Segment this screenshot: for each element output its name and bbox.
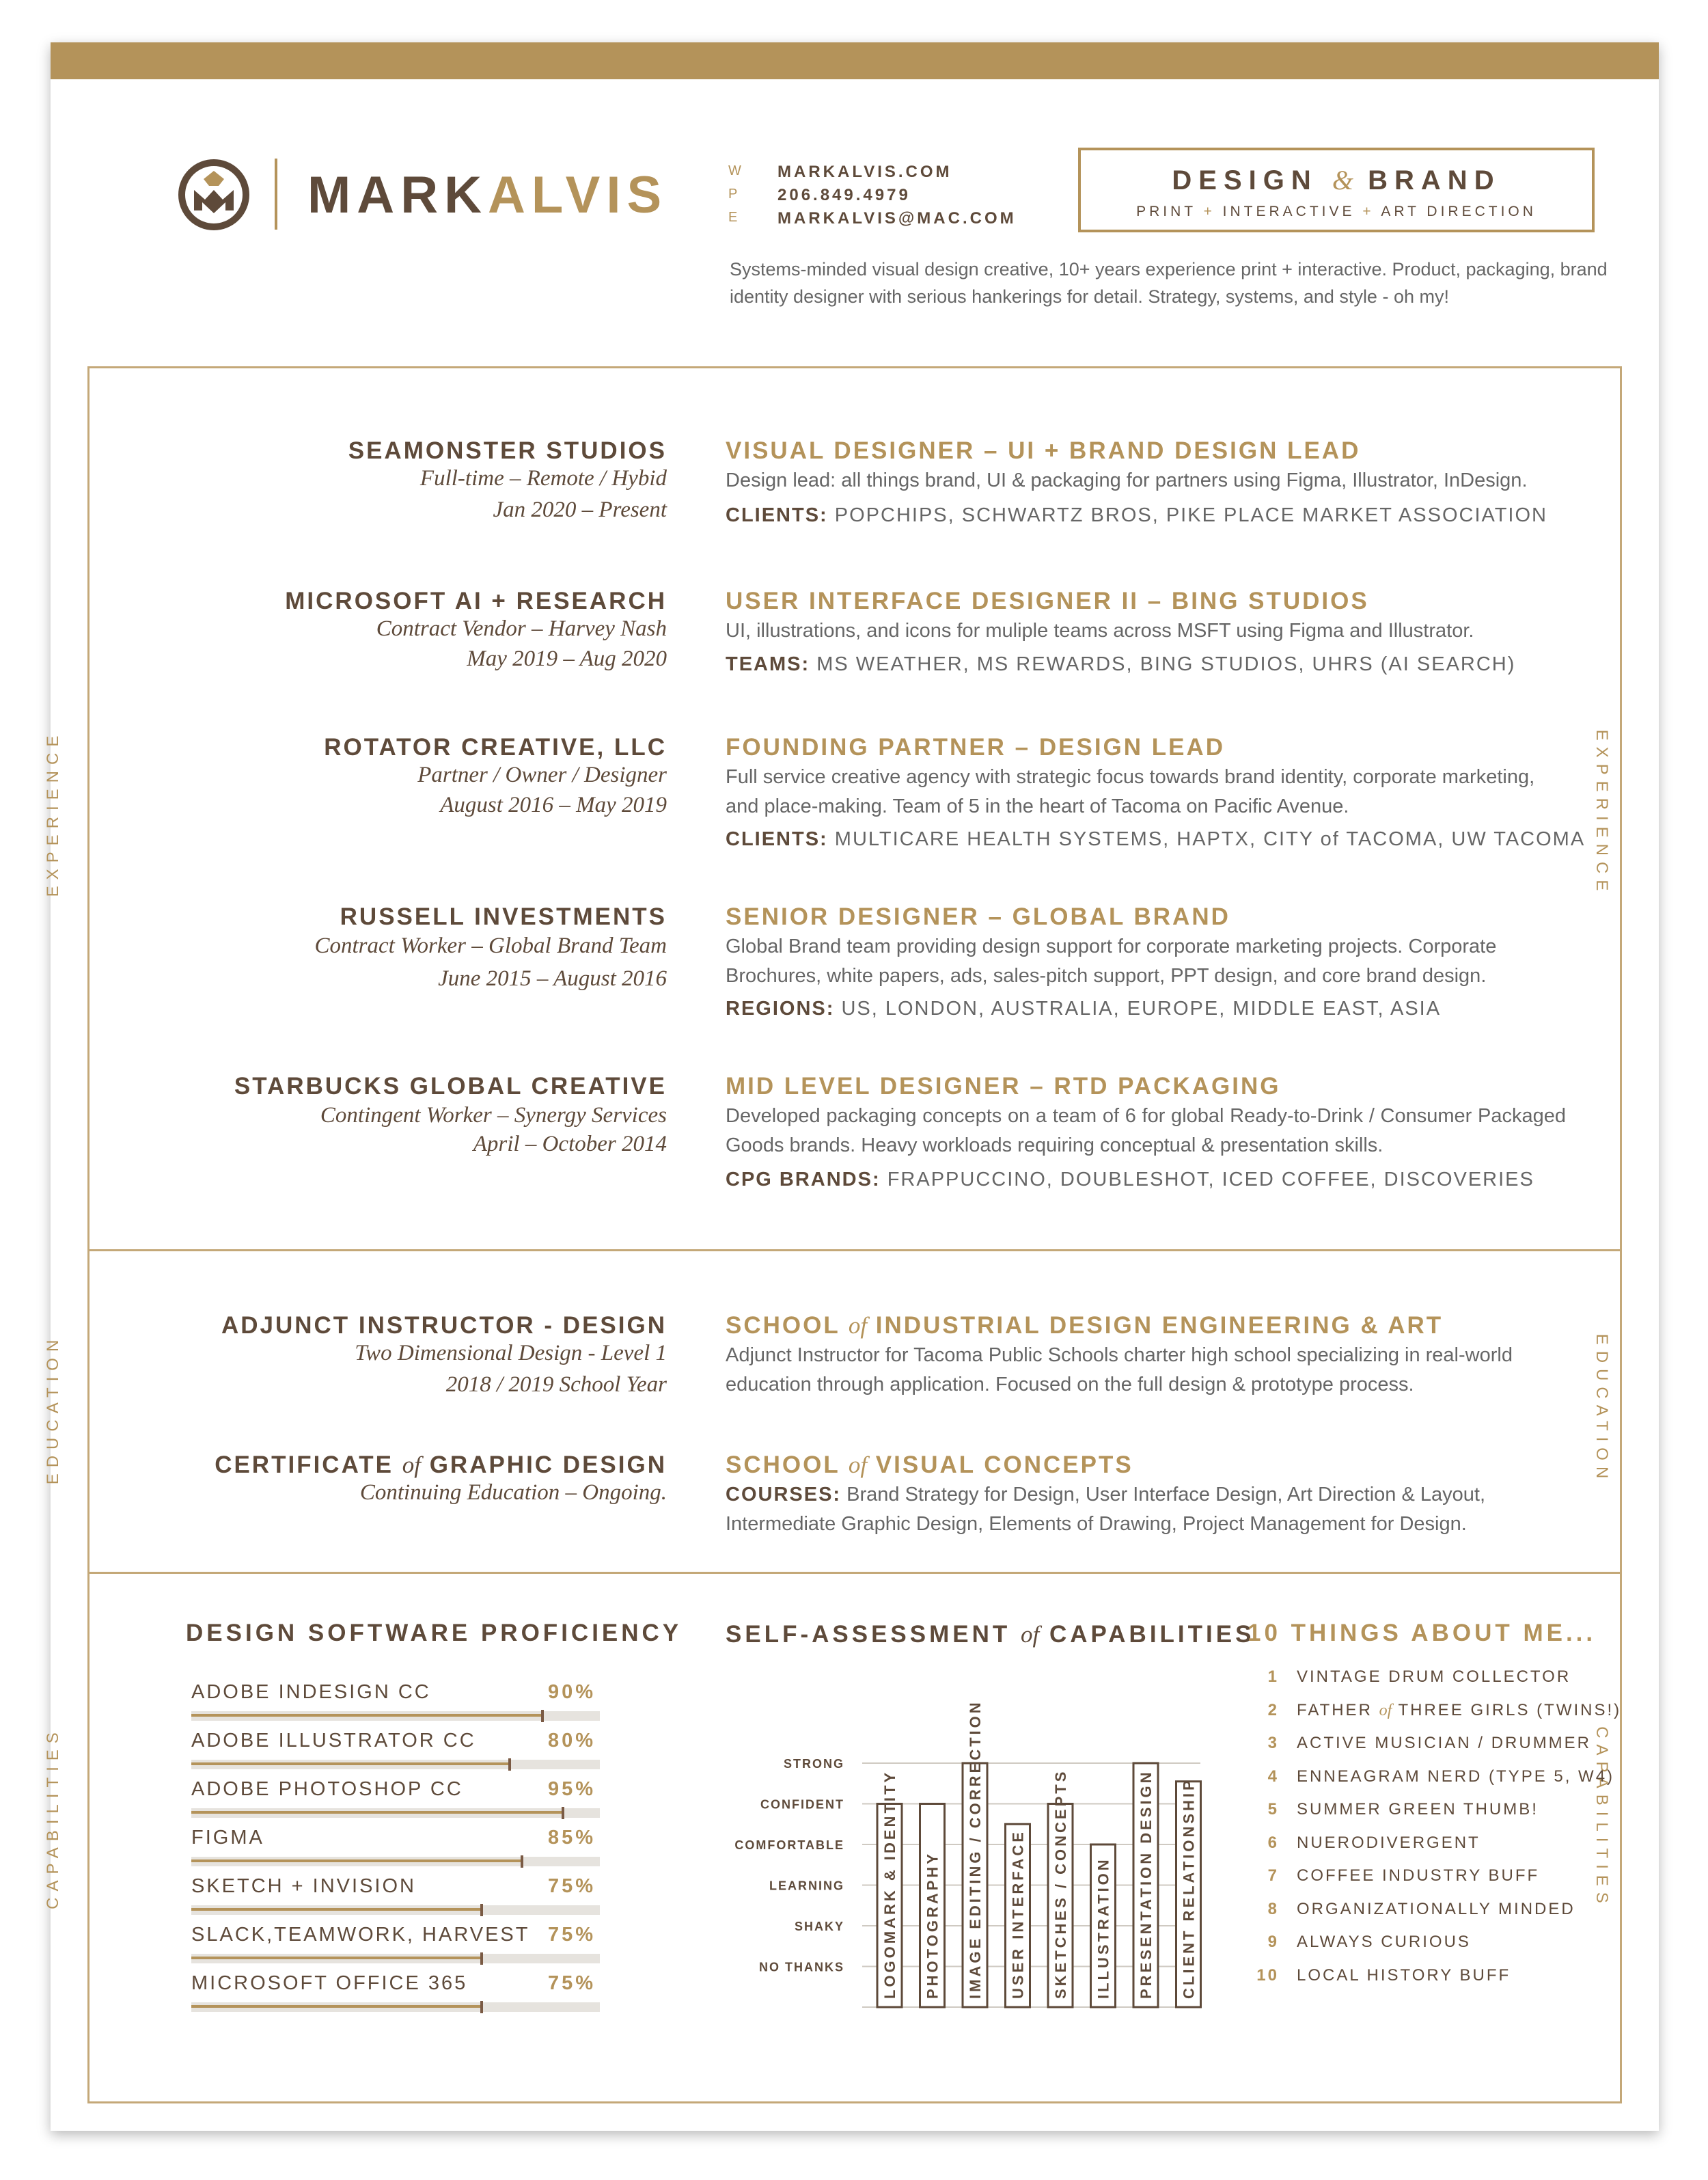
skill-bar-fill (191, 1957, 482, 1959)
brand-title-b: BRAND (1368, 165, 1501, 195)
skill-name: SKETCH + INVISION (191, 1875, 416, 1897)
skill-name: MICROSOFT OFFICE 365 (191, 1972, 468, 1994)
skill-name: SLACK,TEAMWORK, HARVEST (191, 1924, 530, 1946)
thing-number: 10 (1256, 1965, 1279, 1985)
tag-value: MULTICARE HEALTH SYSTEMS, HAPTX, CITY of TACOMA, UW TACOMA (834, 828, 1586, 850)
side-label-education-right: EDUCATION (1593, 1333, 1611, 1485)
education-title (215, 1452, 667, 1479)
thing-text: NUERODIVERGENT (1297, 1833, 1480, 1852)
skill-row (191, 1778, 600, 1819)
thing-text: COFFEE INDUSTRY BUFF (1297, 1866, 1540, 1885)
employment-type: Full-time – Remote / Hybid (419, 466, 667, 491)
thing-number: 4 (1267, 1767, 1279, 1786)
brand-subtitle (1081, 204, 1592, 220)
design-brand-box (1078, 148, 1595, 232)
thing-text: ORGANIZATIONALLY MINDED (1297, 1899, 1575, 1918)
chart-level-label: NO THANKS (759, 1960, 844, 1974)
skill-bar-marker (562, 1807, 564, 1819)
contact-key: W (728, 163, 744, 178)
skill-percent: 85% (547, 1827, 596, 1849)
contact-value[interactable]: 206.849.4979 (777, 186, 911, 204)
school-of: of (848, 1452, 868, 1478)
skill-bar-marker (480, 1952, 483, 1965)
contact-value[interactable]: MARKALVIS.COM (777, 163, 952, 181)
skill-bar-fill (191, 1811, 563, 1814)
education-dates: 2018 / 2019 School Year (445, 1372, 667, 1397)
contact-key: E (728, 210, 741, 225)
skill-bar-marker (480, 2001, 483, 2013)
skill-bar-fill (191, 1859, 522, 1862)
chart-level-label: STRONG (783, 1757, 844, 1771)
skill-bar-marker (521, 1855, 523, 1868)
side-label-experience-right: EXPERIENCE (1593, 729, 1611, 897)
employment-dates: June 2015 – August 2016 (438, 966, 667, 991)
skill-percent: 75% (547, 1875, 596, 1897)
skill-bar-track (191, 1760, 600, 1769)
thing-number: 1 (1267, 1667, 1279, 1686)
school-of: of (848, 1312, 868, 1339)
role-title: MID LEVEL DESIGNER – RTD PACKAGING (726, 1073, 1281, 1100)
employment-type: Contingent Worker – Synergy Services (320, 1103, 667, 1128)
company-name: ROTATOR CREATIVE, LLC (324, 734, 667, 761)
employment-dates: August 2016 – May 2019 (440, 793, 667, 817)
skill-bar-track (191, 1954, 600, 1963)
side-label-capabilities-left: CAPABILITIES (44, 1726, 62, 1909)
proficiency-title: DESIGN SOFTWARE PROFICIENCY (186, 1620, 683, 1646)
school-name (726, 1452, 1133, 1479)
school-name-a: SCHOOL (726, 1312, 840, 1339)
courses-list: Brand Strategy for Design, User Interface Design, Art Direction & Layout, Intermediate Graphic Design, Elements of Drawing, Project Management for Design. (726, 1484, 1486, 1535)
thing-number: 2 (1267, 1700, 1279, 1719)
company-name: SEAMONSTER STUDIOS (348, 437, 667, 464)
self-assessment-chart (698, 1696, 1204, 2024)
summary-text: Systems-minded visual design creative, 10+ years experience print + interactive. Product, packaging, brand identity designer with serious hankerings for detail. Strategy, systems, and style - oh my! (730, 259, 1608, 307)
chart-level-label: COMFORTABLE (734, 1838, 844, 1852)
education-title-a: CERTIFICATE (215, 1452, 394, 1478)
chart-title-b: CAPABILITIES (1049, 1621, 1255, 1648)
chart-category-label: USER INTERFACE (1009, 1829, 1027, 1999)
chart-level-label: SHAKY (794, 1920, 844, 1933)
thing-text: ACTIVE MUSICIAN / DRUMMER (1297, 1734, 1592, 1752)
skill-name: ADOBE INDESIGN CC (191, 1681, 431, 1703)
role-clients (726, 828, 1585, 851)
resume-page (44, 42, 1659, 2131)
tag-value: FRAPPUCCINO, DOUBLESHOT, ICED COFFEE, DISCOVERIES (887, 1169, 1534, 1190)
skill-name: ADOBE PHOTOSHOP CC (191, 1778, 463, 1800)
tag-value: US, LONDON, AUSTRALIA, EUROPE, MIDDLE EAST, ASIA (841, 998, 1442, 1020)
role-description: Global Brand team providing design support for corporate marketing projects. Corporate Brochures, white papers, ads, sales-pitch support, PPT design, and core brand design. (726, 936, 1497, 987)
logo-last-name: ALVIS (487, 166, 668, 224)
contact-value[interactable]: MARKALVIS@MAC.COM (777, 209, 1017, 228)
thing-number: 5 (1267, 1800, 1279, 1818)
skill-bar-track (191, 2002, 600, 2012)
chart-category-label: LOGOMARK & IDENTITY (881, 1769, 898, 1999)
contact-key: P (728, 187, 741, 202)
company-name: RUSSELL INVESTMENTS (340, 903, 667, 930)
chart-level-label: CONFIDENT (760, 1797, 844, 1812)
school-name (726, 1312, 1443, 1339)
skill-bar-marker (508, 1758, 511, 1771)
school-name-b: VISUAL CONCEPTS (875, 1452, 1133, 1478)
section-divider (87, 1572, 1622, 1574)
side-label-education-left: EDUCATION (44, 1333, 62, 1485)
company-name: STARBUCKS GLOBAL CREATIVE (234, 1073, 667, 1100)
plus-icon: + (1362, 204, 1375, 219)
logo-wordmark (307, 166, 668, 224)
things-title: 10 THINGS ABOUT ME... (1248, 1620, 1597, 1646)
skill-row (191, 1875, 600, 1916)
employment-dates: May 2019 – Aug 2020 (467, 646, 667, 671)
chart-category-label: SKETCHES / CONCEPTS (1052, 1769, 1069, 1999)
employment-type: Contract Vendor – Harvey Nash (376, 616, 667, 641)
role-description: Full service creative agency with strategic focus towards brand identity, corporate marketing, and place-making. Team of 5 in the heart of Tacoma on Pacific Avenue. (726, 766, 1535, 817)
role-title: VISUAL DESIGNER – UI + BRAND DESIGN LEAD (726, 437, 1361, 464)
tag-label: CPG BRANDS: (726, 1169, 881, 1190)
role-title: SENIOR DESIGNER – GLOBAL BRAND (726, 903, 1230, 930)
thing-text: VINTAGE DRUM COLLECTOR (1297, 1667, 1571, 1686)
thing-text: LOCAL HISTORY BUFF (1297, 1965, 1511, 1985)
brand-sub-print: PRINT (1136, 204, 1196, 219)
skill-bar-fill (191, 2005, 482, 2008)
chart-title (726, 1621, 1254, 1648)
chart-category-label: ILLUSTRATION (1094, 1857, 1112, 1999)
skill-row (191, 1924, 600, 1965)
education-title-b: GRAPHIC DESIGN (429, 1452, 667, 1478)
skill-percent: 75% (547, 1924, 596, 1946)
thing-number: 9 (1267, 1933, 1279, 1951)
thing-number: 6 (1267, 1833, 1279, 1852)
skill-percent: 80% (547, 1730, 596, 1752)
side-label-experience-left: EXPERIENCE (44, 729, 62, 897)
top-accent-bar (51, 42, 1659, 79)
thing-text: ENNEAGRAM NERD (TYPE 5, W4) (1297, 1767, 1615, 1786)
role-brands (726, 1169, 1534, 1191)
role-teams (726, 653, 1515, 676)
logo-divider (275, 159, 277, 230)
skill-bar-marker (480, 1904, 483, 1916)
role-description: Developed packaging concepts on a team of 6 for global Ready-to-Drink / Consumer Packaged Goods brands. Heavy workloads requiring conceptual & presentation skills. (726, 1105, 1566, 1156)
employment-dates: April – October 2014 (473, 1132, 667, 1156)
school-name-b: INDUSTRIAL DESIGN ENGINEERING & ART (875, 1312, 1444, 1339)
brand-title (1081, 164, 1592, 196)
chart-title-of: of (1021, 1621, 1040, 1648)
brand-sub-interactive: INTERACTIVE (1222, 204, 1355, 219)
chart-title-a: SELF-ASSESSMENT (726, 1621, 1011, 1648)
thing-number: 3 (1267, 1734, 1279, 1752)
skill-bar-track (191, 1905, 600, 1915)
chart-category-label: IMAGE EDITING / CORRECTION (967, 1700, 984, 1999)
chart-category-label: CLIENT RELATIONSHIP (1180, 1777, 1198, 1999)
employment-type: Contract Worker – Global Brand Team (314, 934, 667, 958)
education-description: Adjunct Instructor for Tacoma Public Schools charter high school specializing in real-world education through application. Focused on the full design & prototype process. (726, 1344, 1513, 1395)
courses-text (726, 1480, 1566, 1539)
brand-ampersand: & (1332, 165, 1354, 195)
side-label-capabilities-right: CAPABILITIES (1593, 1726, 1611, 1909)
skill-percent: 75% (547, 1972, 596, 1994)
company-name: MICROSOFT AI + RESEARCH (285, 588, 667, 614)
skill-row (191, 1972, 600, 2013)
skill-row (191, 1730, 600, 1771)
skill-name: ADOBE ILLUSTRATOR CC (191, 1730, 476, 1752)
logo-first-name: MARK (307, 166, 488, 224)
role-clients (726, 504, 1547, 527)
chart-category-label: PRESENTATION DESIGN (1138, 1769, 1155, 1999)
skill-row (191, 1681, 600, 1722)
courses-label: COURSES: (726, 1484, 842, 1505)
logo-mark-icon (178, 159, 250, 231)
skill-bar-fill (191, 1714, 542, 1717)
skill-bar-track (191, 1808, 600, 1818)
school-name-a: SCHOOL (726, 1452, 840, 1478)
thing-text: FATHER of THREE GIRLS (TWINS!) (1297, 1700, 1622, 1719)
chart-category-label: PHOTOGRAPHY (924, 1851, 941, 1999)
brand-title-a: DESIGN (1172, 165, 1318, 195)
role-title: FOUNDING PARTNER – DESIGN LEAD (726, 734, 1226, 761)
skill-bar-fill (191, 1908, 482, 1911)
employment-type: Partner / Owner / Designer (417, 763, 667, 787)
role-regions (726, 998, 1441, 1020)
tag-label: TEAMS: (726, 653, 810, 675)
tag-value: MS WEATHER, MS REWARDS, BING STUDIOS, UHRS (AI SEARCH) (816, 653, 1516, 675)
skill-percent: 90% (547, 1681, 596, 1703)
skill-bar-track (191, 1857, 600, 1866)
skill-percent: 95% (547, 1778, 596, 1800)
role-title: USER INTERFACE DESIGNER II – BING STUDIOS (726, 588, 1369, 614)
education-title-of: of (402, 1452, 421, 1478)
brand-sub-art-direction: ART DIRECTION (1381, 204, 1537, 219)
skill-bar-track (191, 1711, 600, 1721)
tag-label: CLIENTS: (726, 504, 828, 526)
chart-level-label: LEARNING (769, 1879, 844, 1893)
thing-text: SUMMER GREEN THUMB! (1297, 1800, 1539, 1818)
thing-text: ALWAYS CURIOUS (1297, 1933, 1471, 1951)
thing-number: 8 (1267, 1899, 1279, 1918)
thing-number: 7 (1267, 1866, 1279, 1885)
employment-dates: Jan 2020 – Present (493, 498, 667, 522)
education-title: ADJUNCT INSTRUCTOR - DESIGN (221, 1312, 667, 1339)
role-description: UI, illustrations, and icons for muliple teams across MSFT using Figma and Illustrator. (726, 620, 1474, 642)
section-divider (87, 1249, 1622, 1251)
plus-icon: + (1203, 204, 1215, 219)
skill-name: FIGMA (191, 1827, 264, 1849)
skill-bar-marker (541, 1710, 544, 1722)
education-detail: Two Dimensional Design - Level 1 (355, 1341, 667, 1365)
education-detail: Continuing Education – Ongoing. (359, 1480, 667, 1505)
tag-label: CLIENTS: (726, 828, 828, 850)
role-description: Design lead: all things brand, UI & packaging for partners using Figma, Illustrator, InDesign. (726, 469, 1528, 491)
tag-value: POPCHIPS, SCHWARTZ BROS, PIKE PLACE MARKET ASSOCIATION (834, 504, 1547, 526)
skill-row (191, 1827, 600, 1868)
skill-bar-fill (191, 1762, 510, 1765)
tag-label: REGIONS: (726, 998, 835, 1020)
